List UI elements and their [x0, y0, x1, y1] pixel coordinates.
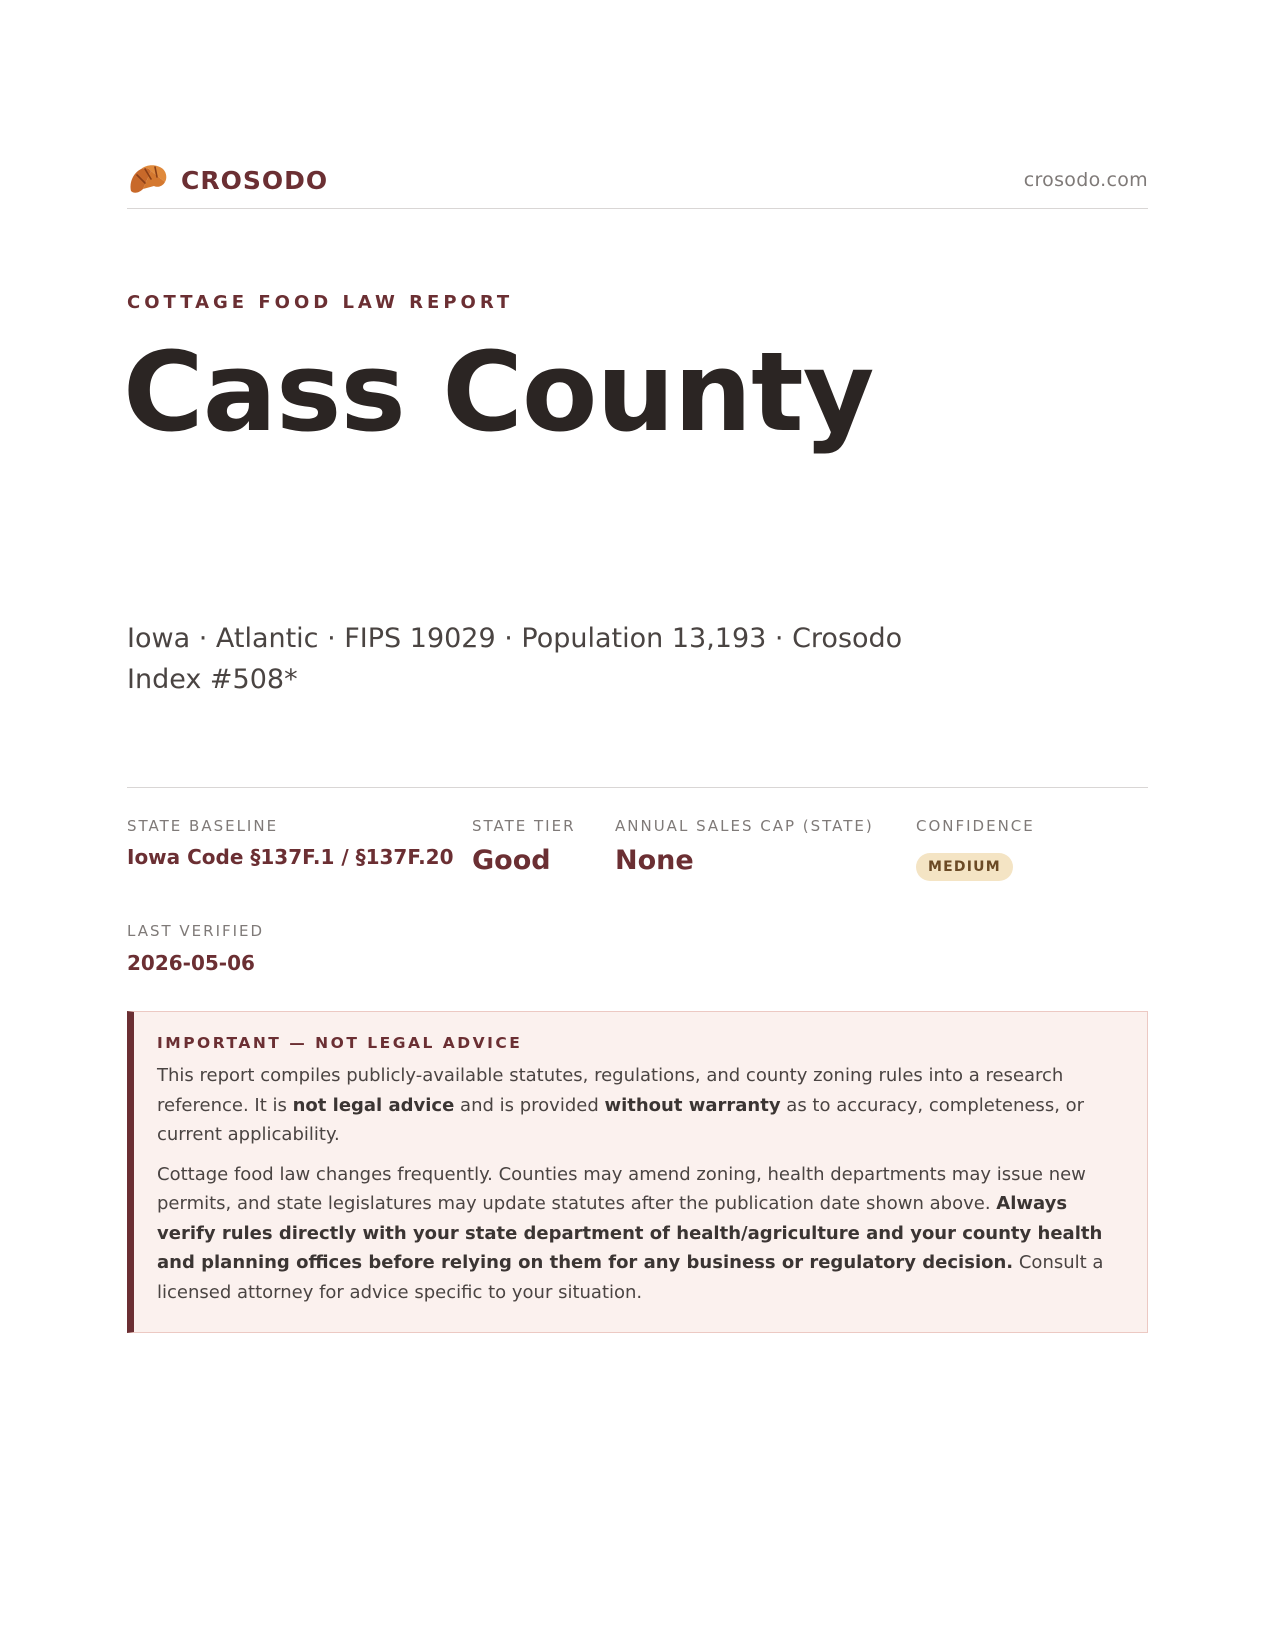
- notice-text: as to accuracy, completeness, or current applicability.: [157, 1094, 1085, 1145]
- notice-title: IMPORTANT — NOT LEGAL ADVICE: [157, 1034, 523, 1052]
- sales-cap-value: None: [615, 845, 694, 876]
- notice-text: This report compiles publicly-available statutes, regulations, and county zoning rules into a research reference. It is: [157, 1065, 1064, 1116]
- report-subtitle: Iowa · Atlantic · FIPS 19029 · Population 13,193 · Crosodo Index #508*: [127, 623, 903, 695]
- sales-cap-label: ANNUAL SALES CAP (STATE): [615, 817, 874, 835]
- notice-text: and is provided: [454, 1094, 605, 1116]
- state-baseline-label: STATE BASELINE: [127, 817, 279, 835]
- state-tier-label: STATE TIER: [472, 817, 576, 835]
- notice-emphasis: Always verify rules directly with your state department of health/agriculture and your county health and planning offices before relying on them for any business or regulatory decision.: [157, 1193, 1103, 1273]
- state-tier-value: Good: [472, 845, 551, 876]
- notice-text: Consult a licensed attorney for advice specific to your situation.: [157, 1252, 1104, 1303]
- notice-emphasis: not legal advice: [292, 1094, 455, 1116]
- section-divider: [127, 787, 1148, 788]
- brand: [127, 161, 328, 199]
- state-baseline-value: Iowa Code §137F.1 / §137F.20: [127, 845, 454, 869]
- site-url[interactable]: crosodo.com: [1023, 169, 1148, 191]
- last-verified-value: 2026-05-06: [127, 951, 255, 975]
- notice-emphasis: without warranty: [604, 1094, 781, 1116]
- croissant-icon: [127, 161, 169, 199]
- last-verified-label: LAST VERIFIED: [127, 922, 265, 940]
- report-eyebrow: COTTAGE FOOD LAW REPORT: [127, 292, 514, 313]
- legal-notice: [127, 1011, 1148, 1333]
- confidence-label: CONFIDENCE: [916, 817, 1035, 835]
- page-title: Cass County: [123, 328, 874, 456]
- notice-text: Cottage food law changes frequently. Counties may amend zoning, health departments may issue new permits, and state legislatures may update statutes after the publication date shown above.: [157, 1163, 1086, 1214]
- page-header: [127, 155, 1148, 209]
- brand-name: CROSODO: [181, 165, 329, 195]
- notice-paragraph-1: [157, 1061, 1123, 1150]
- notice-paragraph-2: [157, 1160, 1123, 1308]
- confidence-badge: MEDIUM: [916, 853, 1013, 881]
